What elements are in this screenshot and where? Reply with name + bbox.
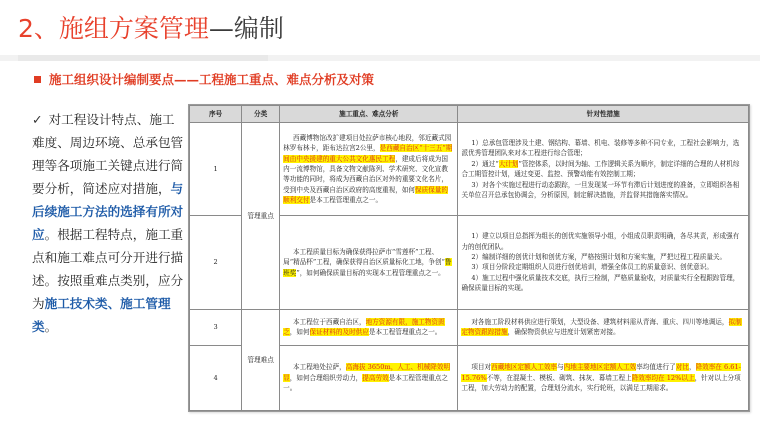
title-divider [0, 55, 760, 61]
row-measures: 1）建立以项目总指挥为组长的创优实施领导小组，小组成员职责明确，各尽其责，形成强有力的创优团队。 2）编制详细的创优计划和创优方案，严格按照计划和方案实施，严把过程工程质量关。 3）项目分阶段定期组织人员进行创优培训，增强全体员工的质量意识、创优意识。 4）施工过程中强化质量技术交底，执行三检制，严格质量验收，对质量实行全程跟踪管理，确保质量目标的实现。 [458, 216, 749, 309]
page-title [18, 12, 284, 46]
row-measures: 项目对西藏地区定额人工效率与内地主要地区定额人工效率均值进行了对比，降效率在 6.61-15.76%不等，在混凝土、模板、砌筑、抹灰、幕墙工程上降效率均在 12%以上，针对以上分项工程，加大劳动力的配置，合理划分流水，实行轮班，以满足工期需求。 [458, 346, 749, 411]
check-icon: ✓ [32, 112, 43, 127]
description-highlight-1: 与后续施工方法的选择有所对应 [32, 181, 184, 242]
row-no: 4 [190, 346, 242, 411]
key-points-table-container [188, 104, 750, 412]
highlight-text: 西藏地区定额人工效率 [491, 363, 558, 372]
row-analysis: 本工程质量目标为确保获得拉萨市“雪莲杯”工程、局“精品杯”工程，确保获得自治区质量标化工地，争创“鲁班奖”，如何确保质量目标的实现本工程管理重点之一。 [280, 216, 458, 309]
key-points-table [189, 105, 749, 411]
description-text [32, 108, 184, 338]
table-header-row [190, 106, 749, 123]
highlight-text: 地方资源有限，施工物资匮乏 [283, 317, 445, 337]
header-measures: 针对性措施 [458, 106, 749, 123]
highlight-text: 高海拔 3650m，人工、机械降效明显 [283, 363, 451, 382]
section-subtitle-text: 施工组织设计编制要点——工程施工重点、难点分析及对策 [49, 72, 375, 87]
highlight-text: 提高劳效 [362, 373, 389, 382]
description-part-2: 。根据工程特点，施工重点和施工难点可分开进行描述。按照重难点类别，应分为 [32, 227, 184, 311]
highlight-text: 大计划 [498, 159, 519, 168]
page-title-main: 2、施组方案管理 [18, 14, 209, 43]
row-analysis: 本工程地处拉萨，高海拔 3650m，人工、机械降效明显，如何合理组织劳动力，提高劳效是本工程管理重点之一。 [280, 346, 458, 411]
highlight-text: 保证材料的及时供应 [309, 328, 369, 337]
row-no: 2 [190, 216, 242, 309]
row-category: 管理难点 [242, 309, 280, 410]
highlight-text: 内地主要地区定额人工效 [563, 363, 637, 372]
table-row [190, 123, 749, 216]
row-category: 管理重点 [242, 123, 280, 310]
description-highlight-2: 施工技术类、施工管理类 [32, 296, 171, 334]
highlight-text: 对比 [675, 363, 689, 372]
row-measures: 1）总承包管理涉及土建、钢结构、幕墙、机电、装修等多种不同专业，工程社会影响力，选派优秀管理团队来对本工程进行综合管理； 2）通过“大计划”管控体系，以时间为轴、工作逻辑关系为顺序，制定详细的合理的人材机综合工期管控计划，通过变更、监控、预警动能有效控制工期； 3）对各个实施过程进行动态跟踪，一旦发现某一环节有滞后计划进度的准备，立即组织各相关单位召开总承包协调会，分析原因，制定解决措施，并监督其措施落实情况。 [458, 123, 749, 216]
section-subtitle [34, 70, 374, 88]
row-measures: 对各施工阶段材料供应进行策划，大型设备、建筑材料需从青海、重庆、四川等地调运，拟制定物资跟踪措施，确保物资供应与进度计划紧密对接。 [458, 309, 749, 346]
header-analysis: 施工重点、难点分析 [280, 106, 458, 123]
row-analysis: 本工程位于西藏自治区，地方资源有限，施工物资匮乏，如何保证材料的及时供应是本工程管理重点之一。 [280, 309, 458, 346]
highlight-text: 降效率均在 12%以上 [631, 373, 695, 382]
square-bullet-icon [34, 76, 41, 83]
highlight-text: 拟制定物资跟踪措施 [461, 317, 742, 337]
highlight-text: 是西藏自治区“十三五”期间由中央援建的重大公共文化惠民工程 [283, 144, 453, 163]
page-title-sub: —编制 [208, 14, 284, 43]
highlight-text: 鲁班奖 [283, 258, 452, 277]
description-part-3: 。 [44, 319, 58, 334]
row-no: 3 [190, 309, 242, 346]
header-no: 序号 [190, 106, 242, 123]
highlight-text: 降效率在 6.61-15.76% [461, 363, 741, 382]
header-category: 分类 [242, 106, 280, 123]
description-part-1: 对工程设计特点、施工难度、周边环境、总承包管理等各项施工关键点进行简要分析，简述应对措施， [32, 112, 184, 196]
row-analysis: 西藏博物馆改扩建项目处拉萨市核心地段，邻近藏式园林罗布林卡，距布达拉宫2公里，是西藏自治区“十三五”期间由中央援建的重大公共文化惠民工程，建成后将成为国内一流博物馆，具备文物文献陈列、学术研究、文化宣教等功能的同时，将成为西藏自治区对外的重要文化名片，受到中央及西藏自治区政府的高度重视，如何保质保量的顺利交付是本工程管理重点之一。 [280, 123, 458, 216]
table-row [190, 309, 749, 346]
row-no: 1 [190, 123, 242, 216]
highlight-text: 保质保量的顺利交付 [283, 185, 448, 205]
